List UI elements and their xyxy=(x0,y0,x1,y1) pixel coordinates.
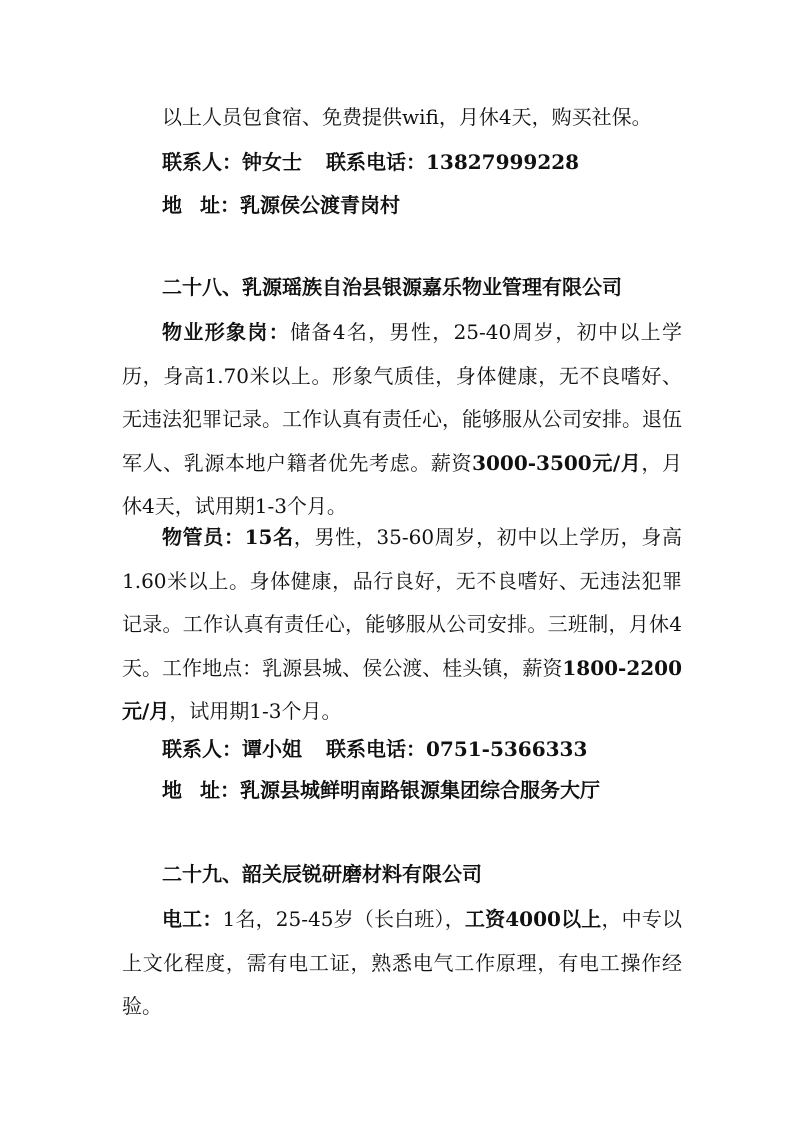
phone-number: 0751-5366333 xyxy=(426,737,588,761)
contact-name: 谭小姐 xyxy=(242,737,302,761)
section-29-title: 二十九、韶关辰锐研磨材料有限公司 xyxy=(162,862,482,886)
job-headcount: 15名 xyxy=(244,525,294,549)
section-28-title: 二十八、乳源瑶族自治县银源嘉乐物业管理有限公司 xyxy=(162,275,622,299)
job-text-part2: ，试用期1-3个月。 xyxy=(169,699,342,724)
job-description-electrician xyxy=(122,898,682,1029)
job-title-electrician: 电工： xyxy=(162,907,223,931)
benefits-text: 以上人员包食宿、免费提供wifi，月休4天，购买社保。 xyxy=(162,105,652,129)
address-line-section-28 xyxy=(162,776,600,804)
address-label-part2: 址： xyxy=(200,778,240,802)
address-line-top xyxy=(162,191,400,219)
phone-label: 联系电话： xyxy=(326,150,426,174)
job-text-comma: ， xyxy=(444,907,465,931)
job-salary: 3000-3500元/月 xyxy=(472,450,642,475)
job-text-part1: ，男性，35-60周岁，初中以上学历，身高1.60米以上。身体健康，品行良好，无不良嗜好、无违法犯罪记录。工作认真有责任心，能够服从公司安排。三班制，月休4天。工作地点：乳源县城、侯公渡、桂头镇，薪资 xyxy=(122,525,682,680)
address-value: 乳源县城鲜明南路银源集团综合服务大厅 xyxy=(240,778,600,802)
address-value: 乳源侯公渡青岗村 xyxy=(240,193,400,217)
job-title-property-staff: 物管员： xyxy=(162,525,245,549)
job-text-part1: 1名，25-45岁（长白班） xyxy=(222,907,445,931)
address-label-part1: 地 xyxy=(162,193,182,217)
address-label-part2: 址： xyxy=(200,193,240,217)
contact-name: 钟女士 xyxy=(242,150,302,174)
address-label-part1: 地 xyxy=(162,778,182,802)
job-salary: 工资4000以上 xyxy=(464,907,602,931)
job-salary: 1800-2200元/月 xyxy=(122,655,682,724)
job-description-property-staff xyxy=(122,516,682,734)
job-description-property-image xyxy=(122,311,682,529)
contact-line-section-28 xyxy=(162,735,587,763)
phone-label: 联系电话： xyxy=(326,737,426,761)
job-title-property-image: 物业形象岗： xyxy=(162,320,291,344)
job-text-part1: 储备4名，男性，25-40周岁，初中以上学历，身高1.70米以上。形象气质佳，身体健康，无不良嗜好、无违法犯罪记录。工作认真有责任心，能够服从公司安排。退伍军人、乳源本地户籍者优先考虑。薪资 xyxy=(122,320,682,475)
contact-label: 联系人： xyxy=(162,150,242,174)
job-text-part2: ，月休4天，试用期1-3个月。 xyxy=(122,450,682,519)
contact-label: 联系人： xyxy=(162,737,242,761)
contact-line-top xyxy=(162,148,579,176)
phone-number: 13827999228 xyxy=(426,150,580,174)
job-text-part2: ，中专以上文化程度，需有电工证，熟悉电气工作原理，有电工操作经验。 xyxy=(122,907,683,1019)
